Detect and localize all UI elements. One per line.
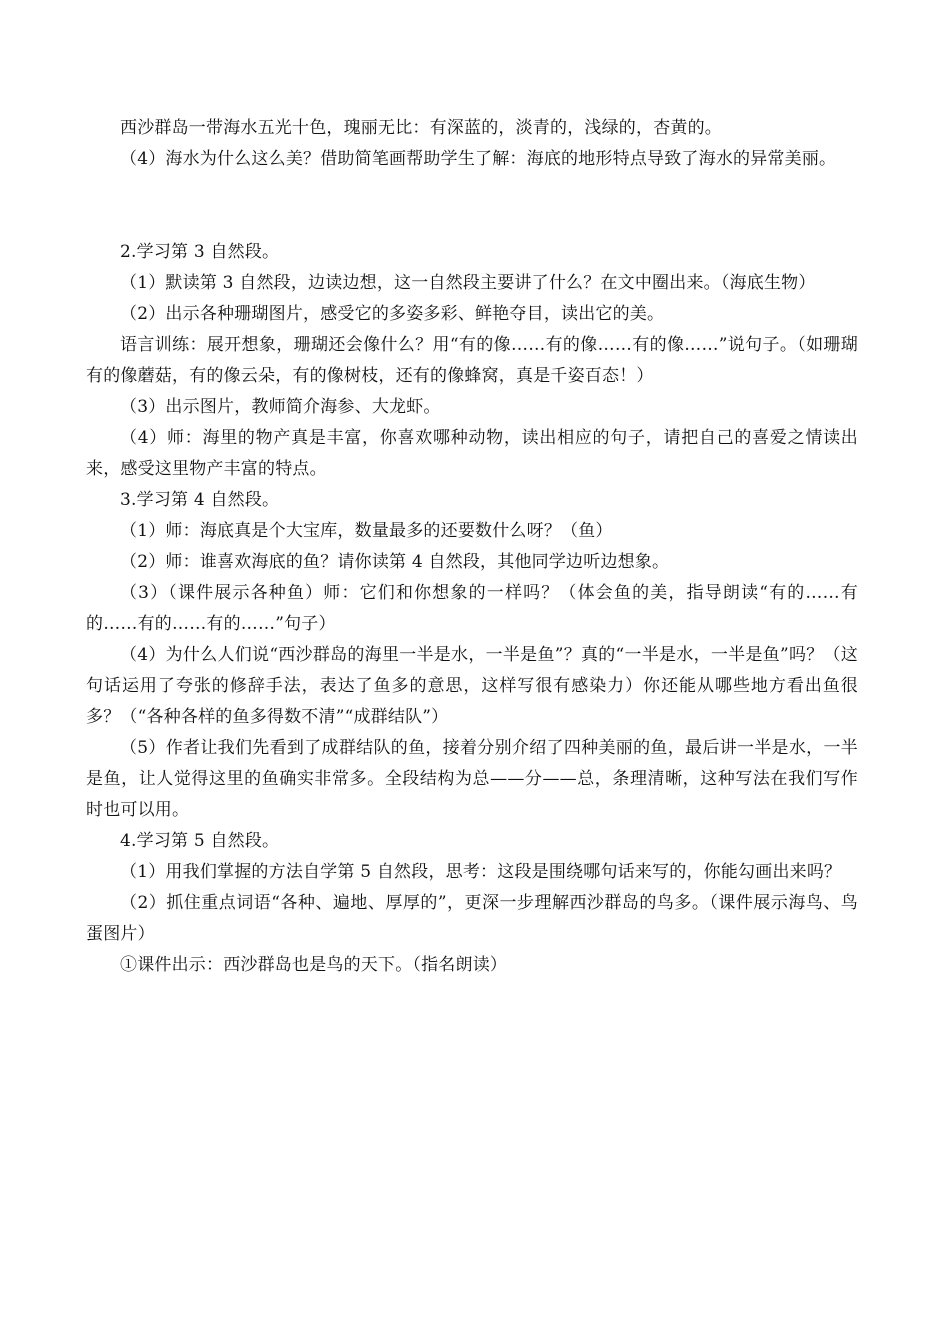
paragraph-key-words-birds: （2）抓住重点词语“各种、遍地、厚厚的”，更深一步理解西沙群岛的鸟多。（课件展示海鸟、鸟蛋图片） bbox=[86, 893, 858, 944]
section-heading-paragraph-5: 4.学习第 5 自然段。 bbox=[120, 831, 280, 851]
paragraph-coral-pictures: （2）出示各种珊瑚图片，感受它的多姿多彩、鲜艳夺目，读出它的美。 bbox=[120, 304, 665, 324]
section-heading-paragraph-3: 2.学习第 3 自然段。 bbox=[120, 242, 280, 262]
document-body bbox=[86, 113, 858, 981]
paragraph-courseware-birds: ①课件出示：西沙群岛也是鸟的天下。（指名朗读） bbox=[120, 955, 508, 975]
paragraph-read-silently: （1）默读第 3 自然段，边读边想，这一自然段主要讲了什么？在文中圈出来。（海底生物） bbox=[120, 273, 816, 293]
paragraph-treasure-house: （1）师：海底真是个大宝库，数量最多的还要数什么呀？（鱼） bbox=[120, 521, 613, 541]
paragraph-sea-cucumber-lobster: （3）出示图片，教师简介海参、大龙虾。 bbox=[120, 397, 441, 417]
paragraph-language-training: 语言训练：展开想象，珊瑚还会像什么？用“有的像……有的像……有的像……”说句子。（如珊瑚有的像蘑菇，有的像云朵，有的像树枝，还有的像蜂窝，真是千姿百态！） bbox=[86, 335, 858, 386]
section-heading-paragraph-4: 3.学习第 4 自然段。 bbox=[120, 490, 280, 510]
paragraph-rich-products: （4）师：海里的物产真是丰富，你喜欢哪种动物，读出相应的句子，请把自己的喜爱之情读出来，感受这里物产丰富的特点。 bbox=[86, 428, 858, 479]
paragraph-seawater-colors: 西沙群岛一带海水五光十色，瑰丽无比：有深蓝的，淡青的，浅绿的，杏黄的。 bbox=[120, 118, 722, 138]
paragraph-fish-courseware: （3）（课件展示各种鱼）师：它们和你想象的一样吗？（体会鱼的美，指导朗读“有的……有的……有的……有的……”句子） bbox=[86, 583, 858, 634]
paragraph-why-sea-beautiful: （4）海水为什么这么美？借助简笔画帮助学生了解：海底的地形特点导致了海水的异常美丽。 bbox=[120, 149, 837, 169]
paragraph-half-water-half-fish: （4）为什么人们说“西沙群岛的海里一半是水，一半是鱼”？真的“一半是水，一半是鱼”吗？（这句话运用了夸张的修辞手法，表达了鱼多的意思，这样写很有感染力）你还能从哪些地方看出鱼很多？（“各种各样的鱼多得数不清”“成群结队”） bbox=[86, 645, 858, 727]
paragraph-structure-summary: （5）作者让我们先看到了成群结队的鱼，接着分别介绍了四种美丽的鱼，最后讲一半是水，一半是鱼，让人觉得这里的鱼确实非常多。全段结构为总——分——总，条理清晰，这种写法在我们写作时也可以用。 bbox=[86, 738, 858, 820]
paragraph-self-study: （1）用我们掌握的方法自学第 5 自然段，思考：这段是围绕哪句话来写的，你能勾画出来吗？ bbox=[120, 862, 842, 882]
paragraph-like-fish: （2）师：谁喜欢海底的鱼？请你读第 4 自然段，其他同学边听边想象。 bbox=[120, 552, 670, 572]
